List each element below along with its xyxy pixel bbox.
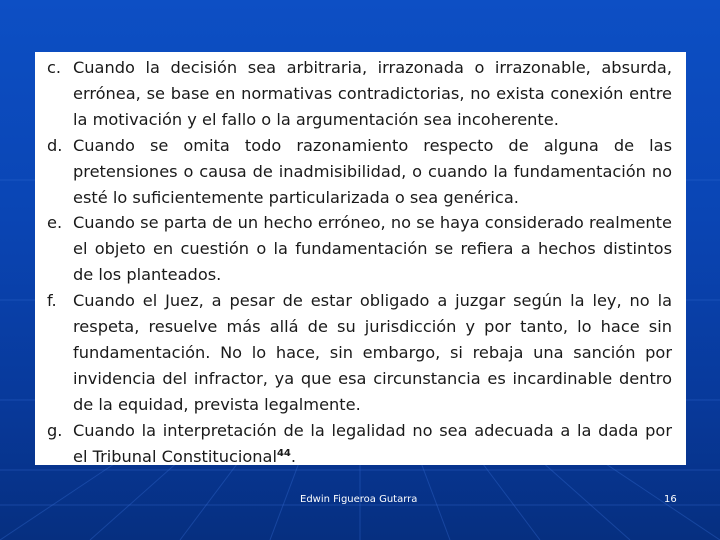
list-item-e [47,210,672,288]
item-letter: e. [47,213,63,233]
item-text: Cuando se parta de un hecho erróneo, no se haya considerado realmente el objeto en cuestión o la fundamentación se refiera a hechos distintos de los planteados. [73,213,672,285]
item-text: Cuando se omita todo razonamiento respecto de alguna de las pretensiones o causa de inadmisibilidad, o cuando la fundamentación no esté lo suficientemente particularizada o sea genérica. [73,135,672,207]
item-letter: g. [47,420,63,440]
item-text: Cuando el Juez, a pesar de estar obligado a juzgar según la ley, no la respeta, resuelve más allá de su jurisdicción y por tanto, lo hace sin fundamentación. No lo hace, sin embargo, si rebaja una sanción por invidencia del infractor, ya que esa circunstancia es incardinable dentro de la equidad, prevista legalmente. [73,291,672,414]
list-item-c [47,55,672,133]
item-letter: d. [47,135,63,155]
footnote-marker: 44 [276,447,291,459]
item-text [73,418,672,465]
item-text: Cuando la decisión sea arbitraria, irrazonada o irrazonable, absurda, errónea, se base en normativas contradictorias, no exista conexión entre la motivación y el fallo o la argumentación sea incoherente. [73,58,672,129]
quoted-text-box [35,52,686,465]
footer-author: Edwin Figueroa Gutarra [300,494,418,505]
item-letter: c. [47,58,62,77]
item-letter: f. [47,291,57,311]
item-text-body: Cuando la interpretación de la legalidad no sea adecuada a la dada por el Tribunal Constitucional [73,420,672,465]
item-text-tail: . [290,446,297,465]
list-item-f [47,288,672,418]
list-item-d [47,133,672,211]
page-number: 16 [664,494,677,505]
list-item-g [47,418,672,465]
